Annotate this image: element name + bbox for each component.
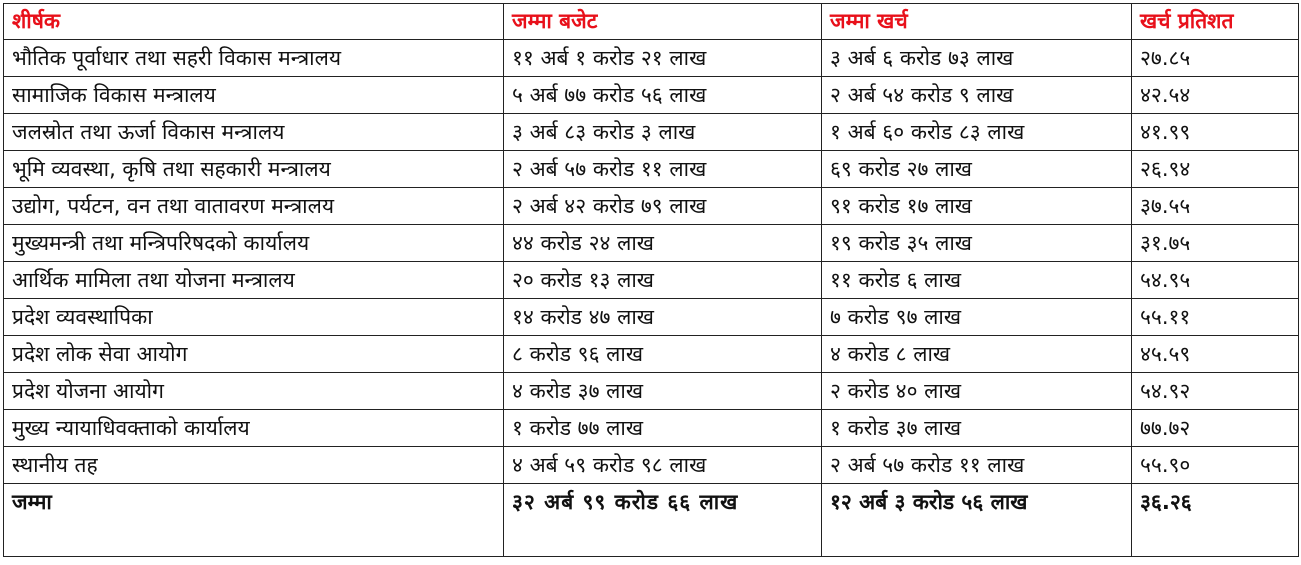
row-budget: ४ अर्ब ५९ करोड ९८ लाख <box>504 447 822 484</box>
budget-expense-table <box>3 3 1299 557</box>
table-row <box>4 188 1299 225</box>
total-row <box>4 484 1299 557</box>
row-percent: ३७.५५ <box>1132 188 1299 225</box>
row-title: जलस्रोत तथा ऊर्जा विकास मन्त्रालय <box>4 114 504 151</box>
row-budget: ३ अर्ब ८३ करोड ३ लाख <box>504 114 822 151</box>
row-title: सामाजिक विकास मन्त्रालय <box>4 77 504 114</box>
row-percent: ३१.७५ <box>1132 225 1299 262</box>
row-title: भूमि व्यवस्था, कृषि तथा सहकारी मन्त्रालय <box>4 151 504 188</box>
row-percent: २६.९४ <box>1132 151 1299 188</box>
header-title: शीर्षक <box>4 4 504 40</box>
row-percent: ५५.९० <box>1132 447 1299 484</box>
row-percent: ५४.९५ <box>1132 262 1299 299</box>
total-budget: ३२ अर्ब ९९ करोड ६६ लाख <box>504 484 822 557</box>
row-title: प्रदेश व्यवस्थापिका <box>4 299 504 336</box>
row-expense: १ अर्ब ६० करोड ८३ लाख <box>822 114 1132 151</box>
row-percent: ५५.११ <box>1132 299 1299 336</box>
row-budget: ४ करोड ३७ लाख <box>504 373 822 410</box>
total-expense: १२ अर्ब ३ करोड ५६ लाख <box>822 484 1132 557</box>
row-expense: ७ करोड ९७ लाख <box>822 299 1132 336</box>
row-budget: ८ करोड ९६ लाख <box>504 336 822 373</box>
row-title: उद्योग, पर्यटन, वन तथा वातावरण मन्त्रालय <box>4 188 504 225</box>
table-row <box>4 151 1299 188</box>
row-title: मुख्य न्यायाधिवक्ताको कार्यालय <box>4 410 504 447</box>
table-row <box>4 447 1299 484</box>
row-budget: २ अर्ब ४२ करोड ७९ लाख <box>504 188 822 225</box>
row-budget: ११ अर्ब १ करोड २१ लाख <box>504 40 822 77</box>
row-expense: १ करोड ३७ लाख <box>822 410 1132 447</box>
row-percent: ४२.५४ <box>1132 77 1299 114</box>
row-budget: ४४ करोड २४ लाख <box>504 225 822 262</box>
table-row <box>4 373 1299 410</box>
table-row <box>4 299 1299 336</box>
row-percent: ४१.९९ <box>1132 114 1299 151</box>
row-expense: १९ करोड ३५ लाख <box>822 225 1132 262</box>
row-budget: २० करोड १३ लाख <box>504 262 822 299</box>
table-row <box>4 77 1299 114</box>
row-percent: ४५.५९ <box>1132 336 1299 373</box>
row-budget: १४ करोड ४७ लाख <box>504 299 822 336</box>
header-expense-percent: खर्च प्रतिशत <box>1132 4 1299 40</box>
row-expense: ३ अर्ब ६ करोड ७३ लाख <box>822 40 1132 77</box>
table-row <box>4 410 1299 447</box>
total-percent: ३६.२६ <box>1132 484 1299 557</box>
table-row <box>4 225 1299 262</box>
row-title: भौतिक पूर्वाधार तथा सहरी विकास मन्त्रालय <box>4 40 504 77</box>
row-title: आर्थिक मामिला तथा योजना मन्त्रालय <box>4 262 504 299</box>
row-title: स्थानीय तह <box>4 447 504 484</box>
row-expense: ४ करोड ८ लाख <box>822 336 1132 373</box>
table-row <box>4 262 1299 299</box>
row-expense: ११ करोड ६ लाख <box>822 262 1132 299</box>
row-budget: १ करोड ७७ लाख <box>504 410 822 447</box>
row-expense: २ अर्ब ५४ करोड ९ लाख <box>822 77 1132 114</box>
header-total-expense: जम्मा खर्च <box>822 4 1132 40</box>
row-title: मुख्यमन्त्री तथा मन्त्रिपरिषदको कार्यालय <box>4 225 504 262</box>
table-row <box>4 114 1299 151</box>
row-title: प्रदेश योजना आयोग <box>4 373 504 410</box>
row-expense: ६९ करोड २७ लाख <box>822 151 1132 188</box>
header-row <box>4 4 1299 40</box>
row-percent: ७७.७२ <box>1132 410 1299 447</box>
total-title: जम्मा <box>4 484 504 557</box>
table-row <box>4 40 1299 77</box>
table-row <box>4 336 1299 373</box>
row-expense: २ अर्ब ५७ करोड ११ लाख <box>822 447 1132 484</box>
row-expense: २ करोड ४० लाख <box>822 373 1132 410</box>
row-expense: ९१ करोड १७ लाख <box>822 188 1132 225</box>
row-percent: २७.८५ <box>1132 40 1299 77</box>
row-percent: ५४.९२ <box>1132 373 1299 410</box>
header-total-budget: जम्मा बजेट <box>504 4 822 40</box>
row-title: प्रदेश लोक सेवा आयोग <box>4 336 504 373</box>
row-budget: ५ अर्ब ७७ करोड ५६ लाख <box>504 77 822 114</box>
row-budget: २ अर्ब ५७ करोड ११ लाख <box>504 151 822 188</box>
